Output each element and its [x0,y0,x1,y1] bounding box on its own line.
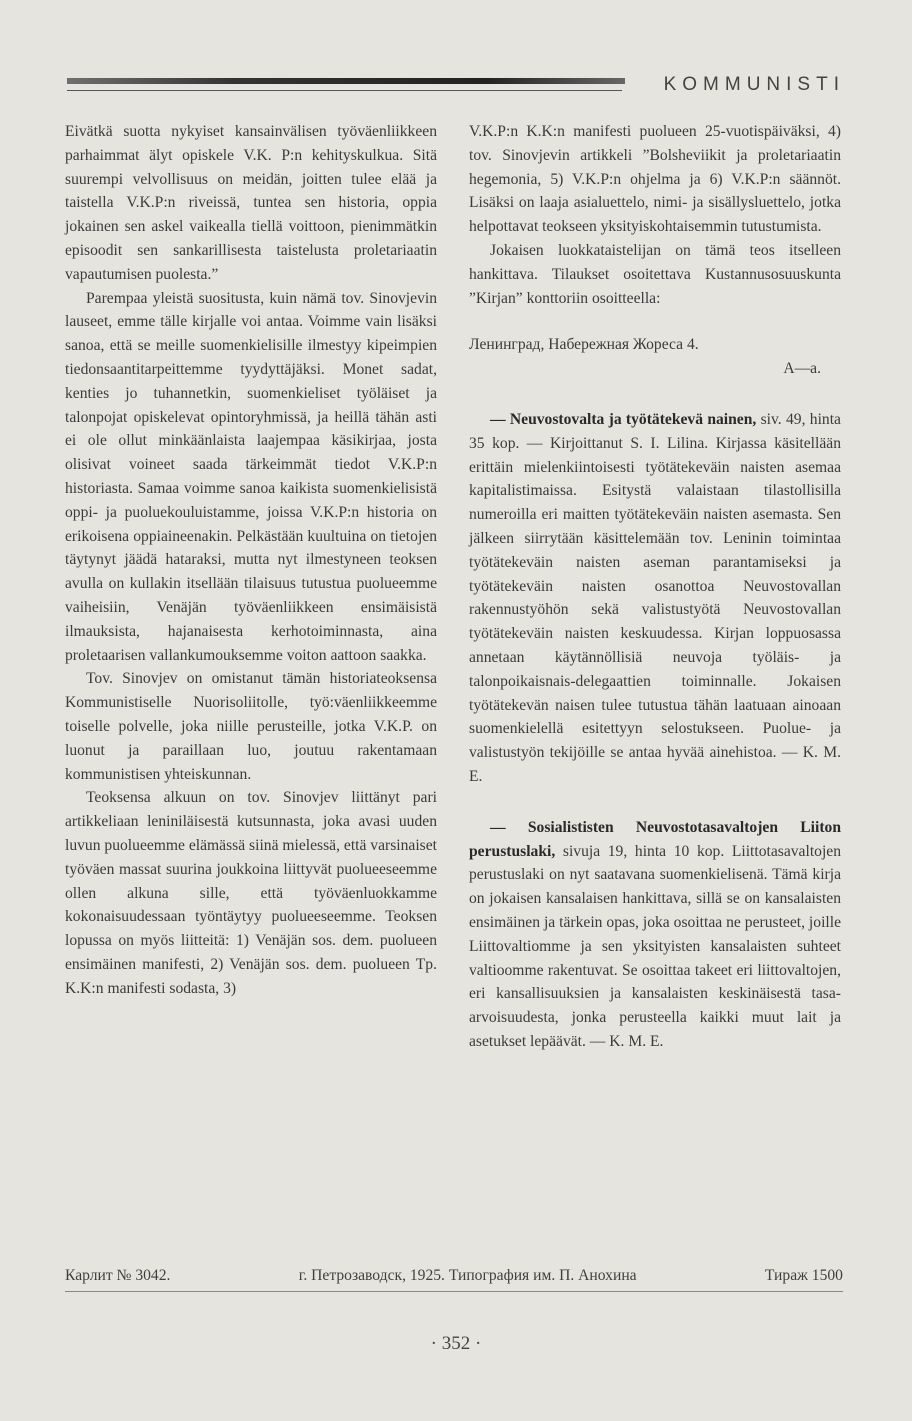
header-rule-thin [67,90,622,91]
header-rule [67,78,625,84]
review-women [469,408,841,789]
paragraph-order: Jokaisen luokkataistelijan on tämä teos itselleen hankittava. Tilaukset osoitettava Kustannusosuuskunta ”Kirjan” konttoriin osoitteella: [469,241,841,307]
spacer [469,310,841,333]
paragraph-dedication: Tov. Sinovjev on omistanut tämän historiateoksensa Kommunistiselle Nuorisoliitolle, työ:väenliikkeemme toiselle polvelle, joka niille perusteille, jotka V.K.P. on luonut ja paraillaan luo, joutuu rakentamaan kommunistisen yhteiskunnan. [65,670,437,783]
paragraph-appendices: Teoksensa alkuun on tov. Sinovjev liittänyt pari artikkeliaan leniniläisestä kutsunnasta, joka avasi uuden luvun puolueemme elämässä siinä mielessä, että varsinaiset työväen massat suurina joukkoina liittyvät puolueeseemme ollen alkuna sille, että työväenluokkamme kokonaisuudessaan työntäytyy puolueeseemme. Teoksen lopussa on myös liitteitä: 1) Venäjän sos. dem. puolueen ensimäinen manifesti, 2) Venäjän sos. dem. puolueen Tp. K.K:n manifesti sodasta, 3) [65,789,437,997]
publisher-address: Ленинград, Набережная Жореса 4. [469,336,699,354]
signature: A—a. [783,360,821,378]
right-column [469,120,841,1054]
spacer [469,789,841,816]
review-title: — Neuvostovalta ja työtätekevä nainen, [490,410,757,428]
journal-title: KOMMUNISTI [663,74,845,95]
paragraph-quote-end: Eivätkä suotta nykyiset kansainvälisen työväenliikkeen parhaimmat älyt opiskele V.K. P:n kehityskulkua. Sitä suurempi velvollisuus on meidän, joitten tulee elää ja taistella V.K.P:n riveissä, tuntea sen historia, oppia jokainen sen askel vaikealla tiellä voittoon, pienimmätkin episoodit sen sankarillisesta taistelusta proletariaatin vapautumisen puolesta.” [65,123,437,283]
spacer [469,381,841,408]
review-body: sivuja 19, hinta 10 kop. Liittotasavaltojen perustuslaki on nyt saatavana suomenkielisenä. Tämä kirja on jokaisen kansalaisen hankittava, sillä se on kansalaisten ensimäinen ja tärkein opas, joka osoittaa ne perusteet, joille Liittovaltiomme ja sen yksityisten kansalaisten suhteet valtioomme rakentuvat. Se osoittaa takeet eri liittovaltojen, eri kansallisuuksien ja kansalaisten keskinäisestä tasa-arvoisuudesta, jonka perusteella kaikki muut lait ja asetukset lepäävät. — K. M. E. [469,842,841,1050]
review-body: siv. 49, hinta 35 kop. — Kirjoittanut S. I. Lilina. Kirjassa käsitellään erittäin mielenkiintoisesti työtätekeväin naisten asemaa kapitalistimaissa. Esitystä valaistaan tilastollisilla numeroilla eri maitten työtätekeväin naisten asemasta. Sen jälkeen siirrytään käsittelemään tov. Leninin toimintaa työtätekeväin naisten aseman parantamiseksi ja työtätekeväin naisten osanottoa Neuvostovallan rakennustyöhön sekä valistustyötä Neuvostovallan työtätekeväin naisten keskuudessa. Kirjan loppuosassa annetaan käytännöllisiä neuvoja työläis- ja talonpoikaisnais-delegaattien toiminnalle. Jokaisen työtätekevän naisen tulee tutustua tähän laatuaan ainoaan suomenkielellä esitettyyn selostukseen. Puolue- ja valistustyön tekijöille se antaa hyvää ainehistoa. — K. M. E. [469,410,841,785]
review-constitution [469,816,841,1054]
imprint-karlit: Карлит № 3042. [65,1267,171,1284]
imprint-print-run: Тираж 1500 [764,1267,843,1284]
left-column [65,120,437,1000]
imprint-rule [65,1291,843,1292]
page-number: · 352 · [430,1333,482,1354]
running-header [67,70,845,100]
imprint-printer: г. Петрозаводск, 1925. Типография им. П. Анохина [298,1267,637,1284]
review-title: — Sosialististen Neuvostotasavaltojen Liiton perustuslaki, [469,818,841,860]
paragraph-recommendation: Parempaa yleistä suositusta, kuin nämä tov. Sinovjevin lauseet, emme tälle kirjalle voi antaa. Voimme vain lisäksi sanoa, että se meille suomenkielisille ilmestyy kipeimpien tiedonsaantitarpeittemme tyydyttäjäksi. Monet sadat, kenties jo tuhannetkin, suomenkieliset työläiset ja talonpojat opiskelevat opintoryhmissä, ja heillä tähän asti ei ole ollut minkäänlaista laajempaa käsikirjaa, josta olisivat voineet saada tärkeimmät tiedot V.K.P:n historiasta. Samaa voimme sanoa kaikista suomenkielisistä oppi- ja puoluekouluistamme, joissa V.K.P:n historia on erikoisena oppiaineenakin. Pelkästään kuultuina on tietojen täytynyt jäädä hataraksi, mutta nyt ilmestyneen teoksen avulla on kullakin itsellään tilaisuus tutustua puolueemme vaiheisiin, Venäjän työväenliikkeen ensimäisistä ilmauksista, hajanaisesta kerhotoiminnasta, aina proletaarisen vallankumouksemme voiton aattoon saakka. [65,289,437,664]
paragraph-appendices-continued: V.K.P:n K.K:n manifesti puolueen 25-vuotispäiväksi, 4) tov. Sinovjevin artikkeli ”Bolsheviikit ja proletariaatin hegemonia, 5) V.K.P:n ohjelma ja 6) V.K.P:n säännöt. Lisäksi on laaja asialuettelo, nimi- ja sisällysluettelo, jotka helpottavat teokseen yksityiskohtaisemmin tutustumista. [469,123,841,236]
imprint-line [65,1267,843,1285]
